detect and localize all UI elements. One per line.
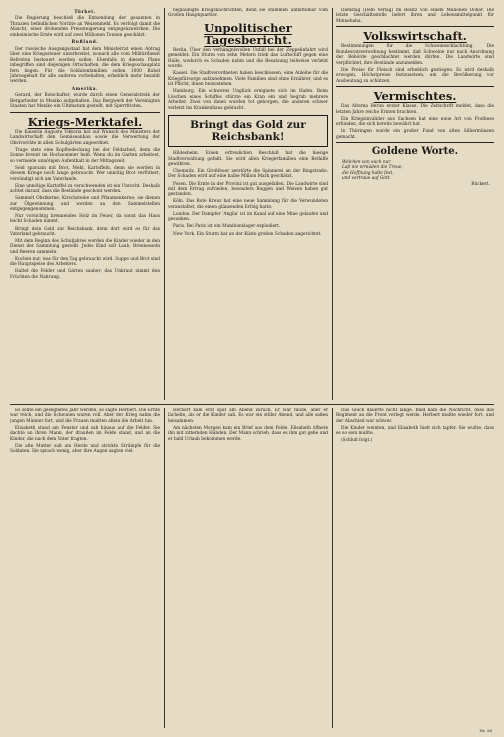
column-3-paragraphs <box>336 44 494 84</box>
paragraph: Die Preise für Fleisch sind erheblich gestiegen. Es wird deshalb erwogen, Höchstpreise festzusetzen, um die Bevölkerung vor Ausbeutung zu schützen. <box>336 67 494 84</box>
vermischtes-heading: Vermischtes. <box>373 89 457 104</box>
column-divider <box>164 8 165 400</box>
column-2 <box>168 8 328 400</box>
paragraph: Das Alterna Berun erster Klasse. Die Zeitschrift meldet, dass die letzten Jahre reiche Ernten brachten. <box>336 104 494 115</box>
section-heading: Rußland. <box>71 40 99 46</box>
paragraph: In Thüringen wurde ein großer Fund von alten Silbermünzen gemacht. <box>336 129 494 140</box>
column-2-paragraphs-2 <box>168 151 328 237</box>
story-paragraph: Elisabeth stand am Fenster und sah hinaus auf die Felder. Sie dachte an ihren Mann, der draußen im Felde stand, und an die Kinder, die nach dem Vater fragten. <box>10 425 160 442</box>
column-3 <box>336 8 494 400</box>
paragraph: Kassel. Die Stadtverordneten haben beschlossen, eine Anleihe für die Kriegsfürsorge aufzunehmen. Viele Familien sind ohne Ernährer, und es ist Pflicht, ihnen beizustehen. <box>168 71 328 88</box>
divider <box>336 26 494 27</box>
paragraph: Der russische Ausgangsstaat hat dem Ministerrat einen Antrag über eine Kriegssteuer unterbreitet, wonach alle vom Militärdienst Befreiten besteuert werden sollen. Ebenfalls in diesem Plane inbegriffen sind diejenigen Ortschaften, die dem Kriegsschauplatz fern liegen. Für die Soldatenfamilien sollen 1000 Rubel Jahresgehalt für alle anderen vorbehalten, erheblich mehr bezahlt werden. <box>10 46 160 85</box>
paragraph: Seid sparsam mit Brot, Mehl, Kartoffeln, denn sie werden in diesem Kriege noch lange gebraucht. Wer unnötig Brot verfüttert, versündigt sich am Vaterlande. <box>10 165 160 182</box>
poem-line: und vertraue auf Gott. <box>342 176 391 182</box>
poem <box>336 160 494 182</box>
paragraph: Hamburg. Ein schweres Unglück ereignete sich im Hafen. Beim Löschen eines Schiffes stürzte ein Kran ein und begrub mehrere Arbeiter. Zwei von ihnen wurden tot geborgen, die anderen schwer verletzt ins Krankenhaus gebracht. <box>168 89 328 111</box>
story-paragraph: Das Glück dauerte nicht lange. Bald kam die Nachricht, dass das Regiment an die Front verlegt werde. Herbert mußte wieder fort, und der Abschied war schwer. <box>336 408 494 424</box>
story-column-1 <box>10 408 160 728</box>
divider <box>336 86 494 87</box>
page-number: Nr. 26 <box>479 728 492 733</box>
story-paragraph: Die alte Mutter saß am Herde und strickte Strümpfe für die Soldaten. Sie sprach wenig, aber ihre Augen sagten viel. <box>10 443 160 455</box>
section-heading: Türkei. <box>74 10 96 15</box>
column-2-top-text: beglaubigte Kriegsnachrichten, denn sie stammen unmittelbar vom Großen Hauptquartier. <box>168 8 328 19</box>
column-divider <box>332 8 333 400</box>
story-paragraph: (Schluß folgt.) <box>341 438 373 444</box>
paragraph: Nur vorsichtig brennendes Holz im Feuer, da sonst das Haus leicht Schaden nimmt. <box>10 214 160 225</box>
column-3-paragraphs-2 <box>336 104 494 140</box>
paragraph: Eine unnötige Kartoffel zu verschwenden ist ein Unrecht. Deshalb achtet darauf, dass die Bestände geschont werden. <box>10 183 160 195</box>
paragraph: Posen. Die Ernte in der Provinz ist gut ausgefallen. Die Landwirte sind mit dem Ertrag zufrieden, besonders Roggen und Weizen haben gut gestanden. <box>168 181 328 198</box>
paragraph: Trage stets eine Kopfbedeckung bei der Feldarbeit, denn die Sonne brennt im Hochsommer heiß. Wenn du im Garten arbeitest, so vermeide unnötigen Aufenthalt in der Mittagszeit. <box>10 147 160 164</box>
paragraph: Bringt dein Gold zur Reichsbank, denn dort wird es für das Vaterland gebraucht. <box>10 226 160 237</box>
poem-line: die Hoffnung halte fest, <box>342 170 394 176</box>
paragraph: Sammelt Obstkerne, Kirschsteine und Pflaumenkerne; sie dienen zur Ölgewinnung und werden an den Sammelstellen entgegengenommen. <box>10 196 160 212</box>
volkswirtschaft-heading: Volkswirtschaft. <box>363 29 467 44</box>
section-heading: Kriegs-Merktafel. <box>27 114 143 129</box>
paragraph: Bestimmungen für die Schweineschlachtung. Die Bundesratsverordnung bestimmt, daß Schweine nur nach Anordnung der Behörde geschlachtet werden dürfen. Die Landwirte sind verpflichtet, ihre Bestände anzumelden. <box>336 44 494 66</box>
column-1 <box>10 8 160 400</box>
paragraph: Die Kaiserin Auguste Viktoria hat auf Wunsch des Ministers der Landwirtschaft den Gemüseanbau sowie die Verwertung der Obstvorräte in allen Schulgärten angeordnet. <box>10 129 160 146</box>
paragraph: Haltet die Felder und Gärten sauber; das Unkraut nimmt den Früchten die Nahrung. <box>10 269 160 280</box>
paragraph: London. Der Dampfer 'Anglia' ist im Kanal auf eine Mine gelaufen und gesunken. <box>168 211 328 223</box>
paragraph: Paris. Bei Paris ist ein Munitionslager explodiert. <box>173 224 281 230</box>
paragraph: Hildesheim. Einen erfreulichen Beschluß hat die hiesige Stadtverwaltung gefaßt. Sie wird allen Kriegerfamilien eine Beihilfe gewähren. <box>168 151 328 167</box>
paragraph: Chemnitz. Ein Großfeuer zerstörte die Spinnerei an der Ringstraße. Der Schaden wird auf eine halbe Million Mark geschätzt. <box>168 169 328 180</box>
column-divider <box>164 408 165 728</box>
paragraph: New York. Ein Sturm hat an der Küste großen Schaden angerichtet. <box>173 231 322 237</box>
unpolitischer-tagesbericht-heading: Unpolitischer Tagesbericht. <box>204 20 292 47</box>
paragraph: Berlin. Über den verhängnisvollen Unfall bei der Zeppelinfahrt wird gemeldet: Ein Sturm von zehn Metern trieb das Luftschiff gegen eine Halle, wodurch es Schaden nahm und die Besatzung teilweise verletzt wurde. <box>168 47 328 70</box>
column-3-top-text: Dienstag (Dem Verlag) im Besitz von einem Millionen Dollar. Die letzte Geschäftsstelle liefert ihren und Lebensmittelpunkt für Minnehaha. <box>336 8 494 24</box>
gold-reichsbank-box <box>168 115 328 147</box>
paragraph: Gerard, der Botschafter, wurde durch einen Generalstreik der Bergarbeiter in Mexiko aufgehalten. Das Bergwerk der Vereinigten Staaten hat Mexiko ein Ultimatum gestellt, mit Sperrfristen. <box>10 93 160 110</box>
story-paragraph: Die Kinder weinten, und Elisabeth hielt sich tapfer. Sie wußte, dass es so sein mußte. <box>336 425 494 437</box>
story-paragraph: Herbert kam erst spät am Abend zurück. Er war müde, aber er lächelte, als er die Kinder sah. Es war ein stiller Abend, und alle saßen beisammen. <box>168 408 328 424</box>
column-2-paragraphs <box>168 48 328 111</box>
section-heading: Amerika. <box>71 86 99 92</box>
paragraph: Ein Kriegsinvalider aus Sachsen hat eine neue Art von Prothese erfunden, die sich bereits bewährt hat. <box>336 116 494 128</box>
goldene-worte-heading: Goldene Worte. <box>371 146 459 158</box>
poem-author: Rückert. <box>471 181 490 187</box>
paragraph: Mit dem Beginn des Schuljahres werden die Kinder wieder in den Dienst der Sammlung gestellt. Jedes Kind soll Laub, Brennesseln und Beeren sammeln. <box>10 239 160 255</box>
column-divider <box>332 408 333 728</box>
gold-reichsbank-heading: Bringt das Gold zur Reichsbank! <box>190 119 306 144</box>
divider <box>336 142 494 143</box>
story-column-2 <box>168 408 328 728</box>
story-paragraph: Am nächsten Morgen kam ein Brief aus dem Felde. Elisabeth öffnete ihn mit zitternden Händen. Der Mann schrieb, dass es ihm gut gehe und er bald Urlaub bekommen werde. <box>168 425 328 442</box>
divider <box>10 112 160 113</box>
poem-line: Laß nie ermüden die Treue, <box>342 165 403 171</box>
paragraph: Die Regierung beschloß die Entsendung der gesamten in Thrazien befindlichen Vorräte an Weizenmehl. Es verfolgt damit die Absicht, einer drohenden Preissteigerung entgegenzuwirken. Die einheimische Ernte wird auf zwei Millionen Tonnen geschätzt. <box>10 16 160 38</box>
section-divider <box>10 404 494 405</box>
story-paragraph: Es sollte ein gesegnetes Jahr werden, so sagte Herbert. Die Ernte war reich, und die Scheunen waren voll. Aber der Krieg nahm die jungen Männer fort, und die Frauen mußten allein die Arbeit tun. <box>10 408 160 424</box>
paragraph: Kochen nur, was für den Tag gebraucht wird. Suppe und Brot sind die Hauptspeise des Arbeiters. <box>10 256 160 268</box>
story-column-3 <box>336 408 494 728</box>
paragraph: Köln. Das Rote Kreuz hat eine neue Sammlung für die Verwundeten veranstaltet, die einen glänzenden Erfolg hatte. <box>168 199 328 210</box>
poem-line: Welchen von euch nur <box>342 160 391 166</box>
